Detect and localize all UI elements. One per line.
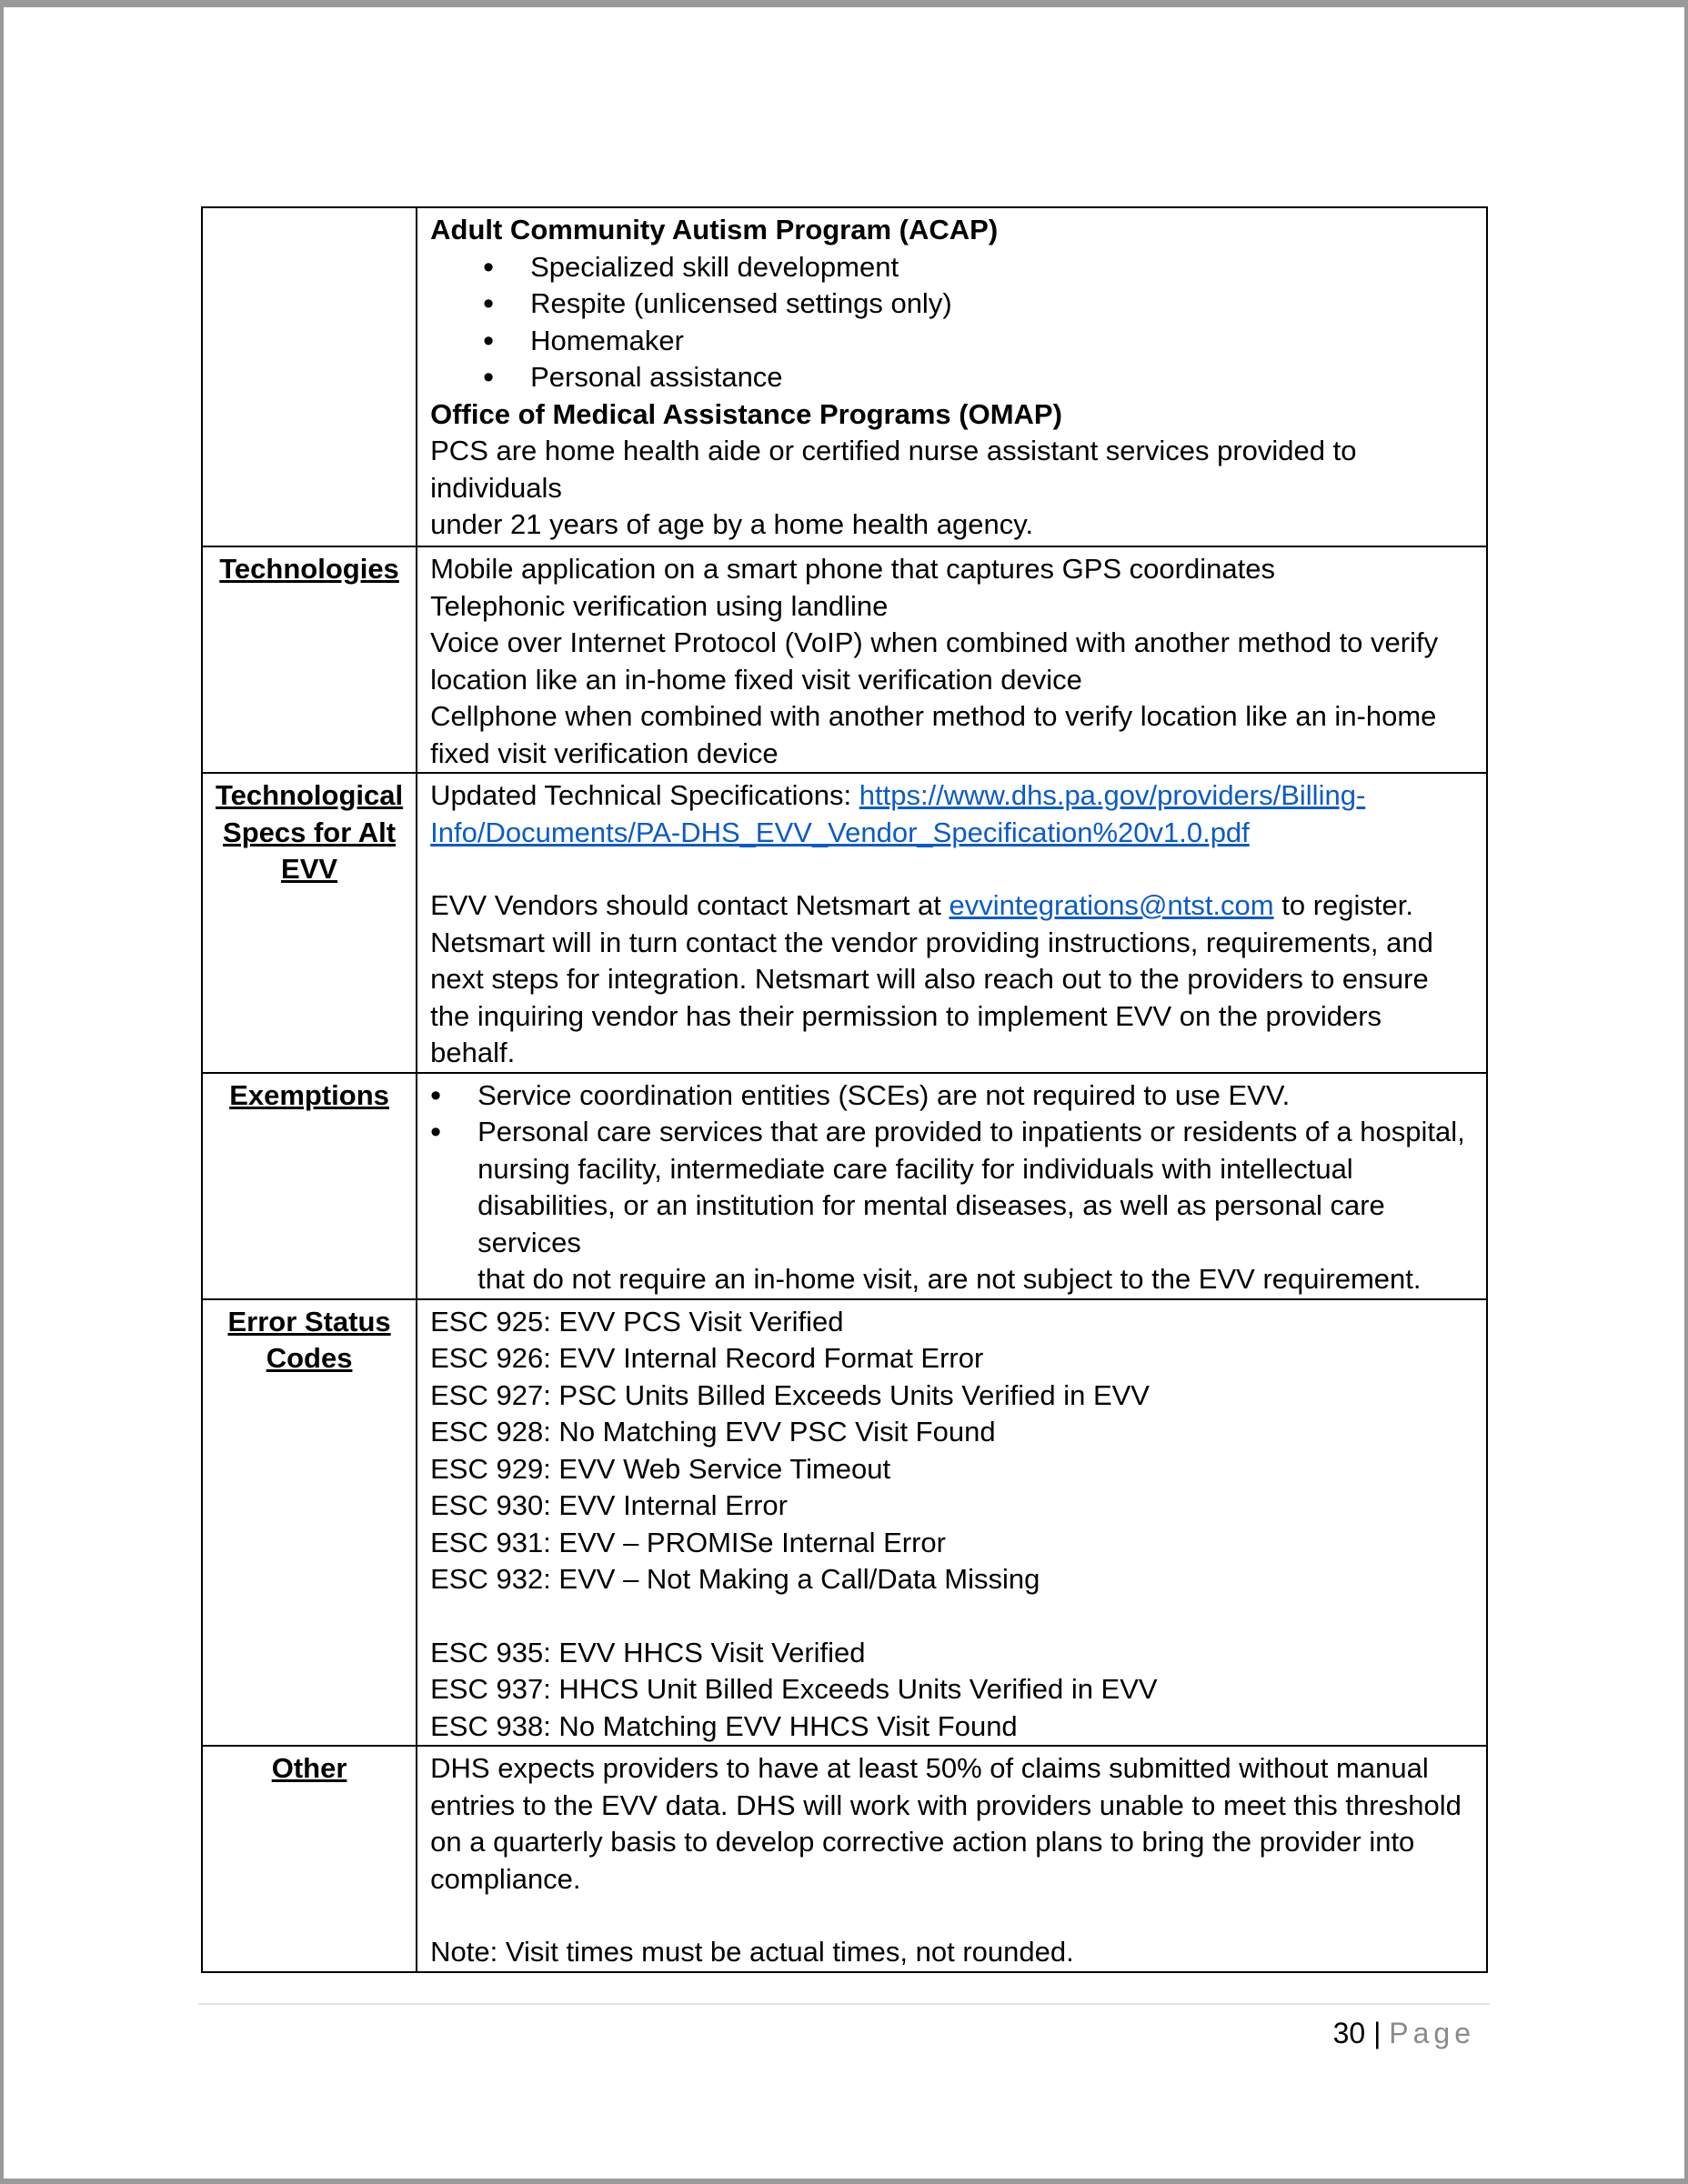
technology-line: Cellphone when combined with another method to verify location like an in-home xyxy=(430,700,1437,732)
list-item: • Specialized skill development xyxy=(483,249,1473,286)
exemption-line: • Personal care services that are provided to inpatients or residents of a hospital, xyxy=(477,1116,1465,1147)
error-code-line: ESC 932: EVV – Not Making a Call/Data Missing xyxy=(430,1563,1040,1595)
technology-line: fixed visit verification device xyxy=(430,736,779,769)
error-code-line: ESC 930: EVV Internal Error xyxy=(430,1489,788,1521)
footer-divider xyxy=(198,2003,1490,2005)
specs-label xyxy=(202,773,417,1073)
specs-para-line: next steps for integration. Netsmart will also reach out to the providers to ensure xyxy=(430,963,1429,995)
error-label-line: Codes xyxy=(266,1342,353,1374)
specs-url-line xyxy=(430,777,1473,815)
error-code-line: ESC 935: EVV HHCS Visit Verified xyxy=(430,1636,866,1668)
acap-heading: Adult Community Autism Program (ACAP) xyxy=(430,214,999,245)
other-text-line: entries to the EVV data. DHS will work with providers unable to meet this threshold xyxy=(430,1788,1462,1821)
contact-prefix: EVV Vendors should contact Netsmart at xyxy=(430,889,950,921)
list-item: • Homemaker xyxy=(483,323,1473,360)
exemptions-content-cell xyxy=(417,1073,1487,1299)
specs-para-line: Netsmart will in turn contact the vendor providing instructions, requirements, and xyxy=(430,926,1433,958)
table-row-specs xyxy=(202,773,1487,1073)
error-code-line: ESC 937: HHCS Unit Billed Exceeds Units Verified in EVV xyxy=(430,1673,1158,1705)
error-code-line: ESC 938: No Matching EVV HHCS Visit Found xyxy=(430,1709,1018,1742)
table-row-programs xyxy=(202,207,1487,546)
vendor-contact-line xyxy=(430,887,1473,925)
technology-line: Voice over Internet Protocol (VoIP) when combined with another method to verify xyxy=(430,626,1439,658)
error-label-line: Error Status xyxy=(227,1305,391,1337)
list-item xyxy=(430,1114,1473,1298)
error-codes-label xyxy=(202,1299,417,1747)
error-code-line: ESC 931: EVV – PROMISe Internal Error xyxy=(430,1526,946,1558)
exemption-line: that do not require an in-home visit, are not subject to the EVV requirement. xyxy=(477,1263,1422,1295)
omap-text-line: PCS are home health aide or certified nurse assistant services provided to individuals xyxy=(430,435,1357,504)
acap-service-list xyxy=(430,249,1473,396)
visit-times-note: Note: Visit times must be actual times, not rounded. xyxy=(430,1936,1074,1968)
other-label-text: Other xyxy=(271,1752,347,1784)
exemptions-list xyxy=(430,1077,1473,1298)
page-footer xyxy=(1333,2015,1475,2051)
evv-info-table xyxy=(201,206,1488,1973)
list-item: • Personal assistance xyxy=(483,359,1473,396)
omap-heading: Office of Medical Assistance Programs (OMAP) xyxy=(430,397,1062,430)
omap-text-line: under 21 years of age by a home health agency. xyxy=(430,508,1034,540)
other-text-line: compliance. xyxy=(430,1862,581,1895)
exemptions-label-text: Exemptions xyxy=(229,1078,389,1111)
technologies-label xyxy=(202,546,417,773)
other-content-cell xyxy=(417,1746,1487,1972)
specs-prefix: Updated Technical Specifications: xyxy=(430,779,859,811)
email-link[interactable]: evvintegrations@ntst.com xyxy=(949,889,1274,921)
error-code-line: ESC 929: EVV Web Service Timeout xyxy=(430,1452,891,1485)
technology-line: Mobile application on a smart phone that captures GPS coordinates xyxy=(430,553,1275,585)
error-code-line: ESC 928: No Matching EVV PSC Visit Found xyxy=(430,1416,996,1448)
page-word: Page xyxy=(1389,2017,1475,2049)
technologies-label-text: Technologies xyxy=(219,553,399,585)
technology-line: location like an in-home fixed visit verification device xyxy=(430,663,1082,696)
other-text-line: DHS expects providers to have at least 50% of claims submitted without manual xyxy=(430,1752,1429,1784)
list-item: • Respite (unlicensed settings only) xyxy=(483,286,1473,323)
specs-content-cell xyxy=(417,773,1487,1073)
contact-suffix: to register. xyxy=(1273,889,1413,921)
spec-document-link-continued[interactable]: Info/Documents/PA-DHS_EVV_Vendor_Specification%20v1.0.pdf xyxy=(430,816,1250,848)
specs-label-line: EVV xyxy=(281,853,338,885)
technology-line: Telephonic verification using landline xyxy=(430,589,889,622)
table-row-exemptions xyxy=(202,1073,1487,1299)
exemption-line: disabilities, or an institution for mental diseases, as well as personal care services xyxy=(477,1189,1385,1258)
error-code-line: ESC 925: EVV PCS Visit Verified xyxy=(430,1305,844,1337)
other-label xyxy=(202,1746,417,1972)
list-item: • Service coordination entities (SCEs) are not required to use EVV. xyxy=(430,1077,1473,1115)
document-page xyxy=(4,7,1684,2179)
programs-label-cell xyxy=(202,207,417,546)
exemption-line: nursing facility, intermediate care facility for individuals with intellectual xyxy=(477,1152,1353,1185)
error-code-line: ESC 927: PSC Units Billed Exceeds Units Verified in EVV xyxy=(430,1378,1150,1411)
error-code-line: ESC 926: EVV Internal Record Format Error xyxy=(430,1342,984,1374)
table-row-error-codes xyxy=(202,1299,1487,1747)
table-row-technologies xyxy=(202,546,1487,773)
page-number: 30 xyxy=(1332,2017,1366,2049)
technologies-content-cell xyxy=(417,546,1487,773)
footer-separator: | xyxy=(1365,2017,1390,2049)
specs-para-line: the inquiring vendor has their permission to implement EVV on the providers behalf. xyxy=(430,999,1382,1068)
programs-content-cell xyxy=(417,207,1487,546)
error-codes-content-cell xyxy=(417,1299,1487,1747)
other-text-line: on a quarterly basis to develop corrective action plans to bring the provider into xyxy=(430,1826,1415,1858)
spec-document-link[interactable]: https://www.dhs.pa.gov/providers/Billing- xyxy=(859,779,1366,811)
table-row-other xyxy=(202,1746,1487,1972)
specs-label-line: Specs for Alt xyxy=(223,816,397,848)
specs-label-line: Technological xyxy=(216,779,404,811)
exemptions-label xyxy=(202,1073,417,1299)
